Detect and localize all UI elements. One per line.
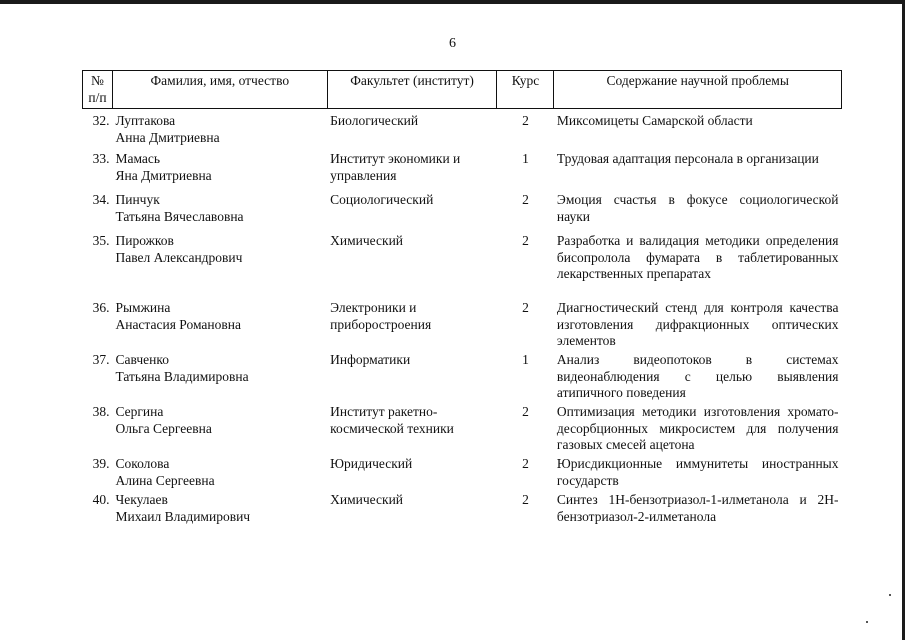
student-faculty: Биологический bbox=[330, 113, 419, 128]
student-name bbox=[112, 151, 327, 192]
research-topic bbox=[554, 233, 842, 300]
research-topic-text: Эмоция счастья в фокусе социологической науки bbox=[556, 192, 839, 224]
student-name bbox=[112, 109, 327, 152]
research-topic bbox=[554, 492, 842, 528]
student-surname: Чекулаев bbox=[115, 492, 168, 507]
student-name bbox=[112, 352, 327, 404]
table-row bbox=[83, 109, 842, 152]
student-course: 1 bbox=[522, 352, 529, 367]
student-faculty: Информатики bbox=[330, 352, 411, 367]
header-num: № п/п bbox=[83, 71, 113, 109]
research-topic-text: Разработка и валидация методики определения бисопролола фумарата в таблетированных лекарственных препаратах bbox=[556, 233, 839, 281]
student-surname: Сергина bbox=[115, 404, 164, 419]
student-surname: Мамась bbox=[115, 151, 161, 166]
student-course: 2 bbox=[522, 404, 529, 419]
student-faculty: Химический bbox=[330, 233, 404, 248]
student-course: 2 bbox=[522, 113, 529, 128]
row-number: 39. bbox=[92, 456, 110, 471]
research-topic-text: Синтез 1Н-бензотриазол-1-илметанола и 2Н-бензотриазол-2-илметанола bbox=[556, 492, 839, 524]
table-row bbox=[83, 192, 842, 233]
student-faculty: Электроники и приборостроения bbox=[330, 300, 432, 332]
row-number: 37. bbox=[92, 352, 110, 367]
student-given-names: Ольга Сергеевна bbox=[115, 420, 212, 436]
research-topic-text: Оптимизация методики изготовления хромато-десорбционных микросистем для получения газовых смесей ацетона bbox=[556, 404, 839, 452]
student-given-names: Анна Дмитриевна bbox=[115, 129, 220, 145]
student-surname: Пинчук bbox=[115, 192, 160, 207]
table-row bbox=[83, 404, 842, 456]
table-row bbox=[83, 456, 842, 492]
student-name bbox=[112, 456, 327, 492]
student-course: 2 bbox=[522, 492, 529, 507]
research-topic bbox=[554, 456, 842, 492]
top-border-line bbox=[0, 0, 905, 4]
student-given-names: Анастасия Романовна bbox=[115, 316, 241, 332]
table-row bbox=[83, 233, 842, 300]
table-header-row bbox=[83, 71, 842, 109]
row-number: 36. bbox=[92, 300, 110, 315]
student-surname: Луптакова bbox=[115, 113, 176, 128]
student-faculty: Юридический bbox=[330, 456, 413, 471]
page-number: 6 bbox=[449, 36, 456, 51]
row-number: 40. bbox=[92, 492, 110, 507]
student-given-names: Михаил Владимирович bbox=[115, 508, 251, 524]
header-faculty: Факультет (институт) bbox=[327, 71, 497, 109]
student-name bbox=[112, 404, 327, 456]
student-course: 2 bbox=[522, 300, 529, 315]
research-topic-text: Анализ видеопотоков в системах видеонаблюдения с целью выявления атипичного поведения bbox=[556, 352, 839, 400]
row-number: 38. bbox=[92, 404, 110, 419]
student-given-names: Алина Сергеевна bbox=[115, 472, 215, 488]
student-faculty: Химический bbox=[330, 492, 404, 507]
student-name bbox=[112, 492, 327, 528]
student-course: 2 bbox=[522, 192, 529, 207]
research-topic bbox=[554, 192, 842, 233]
row-number: 34. bbox=[92, 192, 110, 207]
research-topic-text: Юрисдикционные иммунитеты иностранных государств bbox=[556, 456, 839, 488]
research-topic bbox=[554, 352, 842, 404]
research-topic bbox=[554, 404, 842, 456]
scan-speck bbox=[866, 621, 868, 623]
table-row bbox=[83, 492, 842, 528]
header-name: Фамилия, имя, отчество bbox=[112, 71, 327, 109]
row-number: 32. bbox=[92, 113, 110, 128]
student-surname: Савченко bbox=[115, 352, 169, 367]
student-given-names: Татьяна Владимировна bbox=[115, 368, 249, 384]
student-course: 2 bbox=[522, 233, 529, 248]
student-name bbox=[112, 233, 327, 300]
row-number: 33. bbox=[92, 151, 110, 166]
student-faculty: Институт ракетно-космической техники bbox=[330, 404, 454, 436]
row-number: 35. bbox=[92, 233, 110, 248]
research-topic-text: Миксомицеты Самарской области bbox=[556, 113, 753, 128]
student-surname: Рымжина bbox=[115, 300, 171, 315]
header-course: Курс bbox=[497, 71, 554, 109]
student-faculty: Институт экономики и управления bbox=[330, 151, 461, 183]
scan-speck bbox=[889, 594, 891, 596]
research-topic bbox=[554, 151, 842, 192]
student-surname: Пирожков bbox=[115, 233, 174, 248]
student-course: 1 bbox=[522, 151, 529, 166]
student-name bbox=[112, 192, 327, 233]
research-topic-text: Трудовая адаптация персонала в организации bbox=[556, 151, 819, 166]
research-topic-text: Диагностический стенд для контроля качества изготовления дифракционных оптических элементов bbox=[556, 300, 839, 348]
student-surname: Соколова bbox=[115, 456, 170, 471]
student-given-names: Яна Дмитриевна bbox=[115, 167, 212, 183]
table-row bbox=[83, 151, 842, 192]
student-course: 2 bbox=[522, 456, 529, 471]
header-topic: Содержание научной проблемы bbox=[554, 71, 842, 109]
student-faculty: Социологический bbox=[330, 192, 434, 207]
research-topic bbox=[554, 109, 842, 152]
research-topic bbox=[554, 300, 842, 352]
student-given-names: Павел Александрович bbox=[115, 249, 243, 265]
student-name bbox=[112, 300, 327, 352]
table-row bbox=[83, 352, 842, 404]
student-given-names: Татьяна Вячеславовна bbox=[115, 208, 244, 224]
student-table bbox=[82, 70, 842, 528]
table-row bbox=[83, 300, 842, 352]
